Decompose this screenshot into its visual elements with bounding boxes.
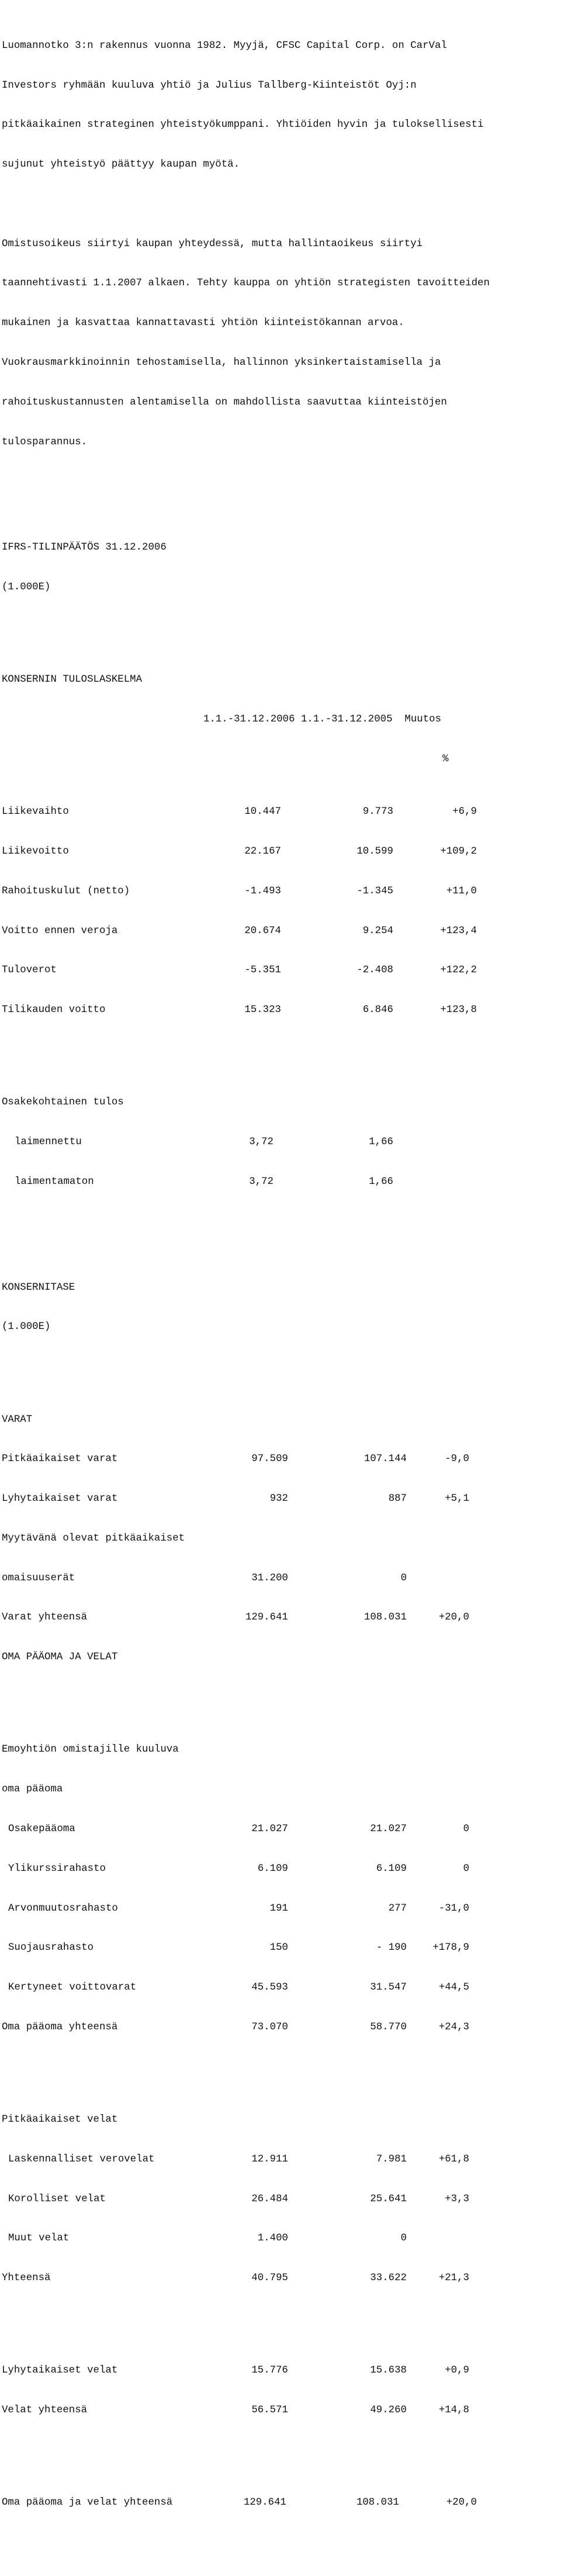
value-2006: 12.911 [251,2153,288,2165]
value-change: +109,2 [440,846,477,857]
spacer [2,1691,560,1704]
eps-row [2,1136,560,1149]
balance-row [2,1493,560,1506]
row-label: Yhteensä [2,2273,51,2284]
row-label: Ylikurssirahasto [8,1863,106,1874]
row-label: Muut velat [8,2233,70,2244]
income-column-header: 1.1.-31.12.2006 1.1.-31.12.2005 Muutos [203,714,442,726]
spacer [2,621,560,634]
spacer [2,1044,560,1057]
intro-line: Luomannotko 3:n rakennus vuonna 1982. Myyjä, CFSC Capital Corp. on CarVal [2,40,447,51]
row-label: laimentamaton [15,1176,94,1187]
value-2005: 31.547 [370,1982,407,1994]
value-2006: 6.109 [257,1863,288,1874]
row-label: Oma pääoma ja velat yhteensä [2,2497,173,2509]
value-change: +3,3 [445,2193,469,2205]
value-2006: 40.795 [251,2273,288,2284]
balance-row [2,1823,560,1836]
value-2006: 56.571 [251,2405,288,2416]
value-2006: -5.351 [244,965,281,976]
row-label: Osakepääoma [8,1823,75,1835]
document [2,0,560,2536]
intro-line: Investors ryhmään kuuluva yhtiö ja Julius Tallberg-Kiinteistöt Oyj:n [2,80,417,91]
balance-row [2,2232,560,2246]
spacer [2,2061,560,2074]
value-change: +24,3 [438,2021,469,2033]
value-2005: 6.846 [362,1004,393,1016]
value-2006: 22.167 [244,846,281,857]
value-2005: 9.254 [362,925,393,937]
value-2005: 33.622 [370,2273,407,2284]
report-title: IFRS-TILINPÄÄTÖS 31.12.2006 [2,542,167,554]
balance-row [2,2193,560,2206]
value-2006: 15.323 [244,1004,281,1016]
value-2005: 108.031 [356,2497,399,2509]
balance-total-row [2,1611,560,1625]
value-2006: -1.493 [244,885,281,897]
row-label: Laskennalliset verovelat [8,2153,155,2165]
value-change: +0,9 [445,2365,469,2377]
value-2005: 49.260 [370,2405,407,2416]
value-change: +20,0 [438,1612,469,1624]
value-2006: 3,72 [249,1176,273,1187]
value-change: -9,0 [445,1453,469,1465]
grand-total-row [2,2496,560,2510]
row-label: Pitkäaikaiset varat [2,1453,118,1465]
value-2005: 1,66 [369,1137,393,1148]
paragraph-line: mukainen ja kasvattaa kannattavasti yhtiön kiinteistökannan arvoa. [2,317,404,329]
value-2006: 21.027 [251,1823,288,1835]
row-label: Korolliset velat [8,2193,106,2205]
balance-total-row [2,2404,560,2418]
value-2005: 25.641 [370,2193,407,2205]
row-label: Varat yhteensä [2,1612,88,1624]
income-row [2,925,560,938]
equity-liabilities-title: OMA PÄÄOMA JA VELAT [2,1652,118,1663]
intro-line: sujunut yhteistyö päättyy kaupan myötä. [2,159,240,171]
balance-total-row [2,2272,560,2285]
value-2005: 1,66 [369,1176,393,1187]
report-unit: (1.000E) [2,582,51,593]
row-label: Liikevoitto [2,846,69,857]
value-2005: 0 [400,2233,407,2244]
value-2005: 277 [388,1902,407,1914]
balance-row [2,1902,560,1916]
balance-total-row [2,2021,560,2035]
value-2005: 21.027 [370,1823,407,1835]
income-row [2,845,560,859]
value-2005: -2.408 [356,965,393,976]
value-change: +6,9 [452,806,477,818]
paragraph-line: rahoituskustannusten alentamisella on mahdollista saavuttaa kiinteistöjen [2,396,447,408]
value-2005: 108.031 [363,1612,407,1624]
value-2005: 6.109 [376,1863,407,1874]
row-label: Tilikauden voitto [2,1004,106,1016]
balance-row [2,1572,560,1586]
value-2006: 129.641 [245,1612,288,1624]
row-label: Lyhytaikaiset varat [2,1493,118,1505]
row-label: Liikevaihto [2,806,69,818]
value-2006: 191 [269,1902,288,1914]
section-title: Pitkäaikaiset velat [2,2114,118,2125]
balance-row [2,1863,560,1876]
value-2005: 10.599 [356,846,393,857]
row-label: omaisuuserät [2,1572,75,1584]
row-label: Tuloverot [2,965,57,976]
eps-row [2,1176,560,1189]
row-label: Voitto ennen veroja [2,925,118,937]
balance-row [2,1981,560,1995]
value-2006: 26.484 [251,2193,288,2205]
value-change: +44,5 [438,1982,469,1994]
value-2006: 10.447 [244,806,281,818]
value-change: +11,0 [446,885,477,897]
income-header-row [2,713,560,727]
value-change: +14,8 [438,2405,469,2416]
income-row [2,885,560,899]
spacer [2,1216,560,1242]
value-change: +178,9 [432,1942,469,1954]
value-2005: 7.981 [376,2153,407,2165]
section-title: oma pääoma [2,1784,63,1795]
value-2006: 73.070 [251,2021,288,2033]
value-2005: 0 [400,1572,407,1584]
spacer [2,2444,560,2457]
paragraph-line: tulosparannus. [2,436,88,448]
spacer [2,1360,560,1374]
value-2006: 150 [269,1942,288,1954]
balance-row [2,1942,560,1955]
income-header-row-2 [2,753,560,766]
value-2006: 31.200 [251,1572,288,1584]
value-change: +20,0 [446,2497,477,2509]
row-label: Oma pääoma yhteensä [2,2021,118,2033]
income-statement-title: KONSERNIN TULOSLASKELMA [2,674,143,686]
value-change: 0 [463,1823,469,1835]
spacer [2,2312,560,2325]
value-2005: 9.773 [362,806,393,818]
value-2006: 45.593 [251,1982,288,1994]
row-label: laimennettu [15,1137,82,1148]
balance-row [2,2153,560,2167]
paragraph-line: Omistusoikeus siirtyi kaupan yhteydessä, mutta hallintaoikeus siirtyi [2,238,423,250]
value-2005: 887 [388,1493,407,1505]
value-change: +21,3 [438,2273,469,2284]
value-2006: 932 [269,1493,288,1505]
value-change: +122,2 [440,965,477,976]
spacer [2,475,560,502]
section-title: Emoyhtiön omistajille kuuluva [2,1744,179,1756]
value-2006: 20.674 [244,925,281,937]
paragraph-line: taannehtivasti 1.1.2007 alkaen. Tehty kauppa on yhtiön strategisten tavoitteiden [2,278,490,289]
row-label: Arvonmuutosrahasto [8,1902,118,1914]
value-2005: 15.638 [370,2365,407,2377]
value-2006: 1.400 [257,2233,288,2244]
row-label: Suojausrahasto [8,1942,94,1954]
value-change: +61,8 [438,2153,469,2165]
income-row [2,1004,560,1017]
value-2006: 15.776 [251,2365,288,2377]
row-label: Myytävänä olevat pitkäaikaiset [2,1532,185,1544]
value-2005: 107.144 [363,1453,407,1465]
row-label: Lyhytaikaiset velat [2,2365,118,2377]
row-label: Rahoituskulut (netto) [2,885,130,897]
balance-sheet-unit: (1.000E) [2,1321,51,1333]
value-change: +123,4 [440,925,477,937]
value-2006: 97.509 [251,1453,288,1465]
value-2005: - 190 [376,1942,407,1954]
value-change: +123,8 [440,1004,477,1016]
balance-row [2,2364,560,2378]
balance-row [2,1453,560,1466]
row-label: Kertyneet voittovarat [8,1982,137,1994]
income-row [2,964,560,978]
assets-title: VARAT [2,1414,33,1425]
intro-line: pitkäaikainen strateginen yhteistyökumppani. Yhtiöiden hyvin ja tuloksellisesti [2,119,484,131]
value-change: +5,1 [445,1493,469,1505]
percent-header: % [442,753,449,765]
row-label: Velat yhteensä [2,2405,88,2416]
income-row [2,806,560,819]
spacer [2,198,560,212]
balance-sheet-title: KONSERNITASE [2,1282,75,1293]
eps-title: Osakekohtainen tulos [2,1097,124,1109]
value-2005: 58.770 [370,2021,407,2033]
value-2006: 129.641 [243,2497,286,2509]
value-change: 0 [463,1863,469,1874]
paragraph-line: Vuokrausmarkkinoinnin tehostamisella, hallinnon yksinkertaistamisella ja [2,357,441,369]
value-change: -31,0 [438,1902,469,1914]
value-2006: 3,72 [249,1137,273,1148]
value-2005: -1.345 [356,885,393,897]
